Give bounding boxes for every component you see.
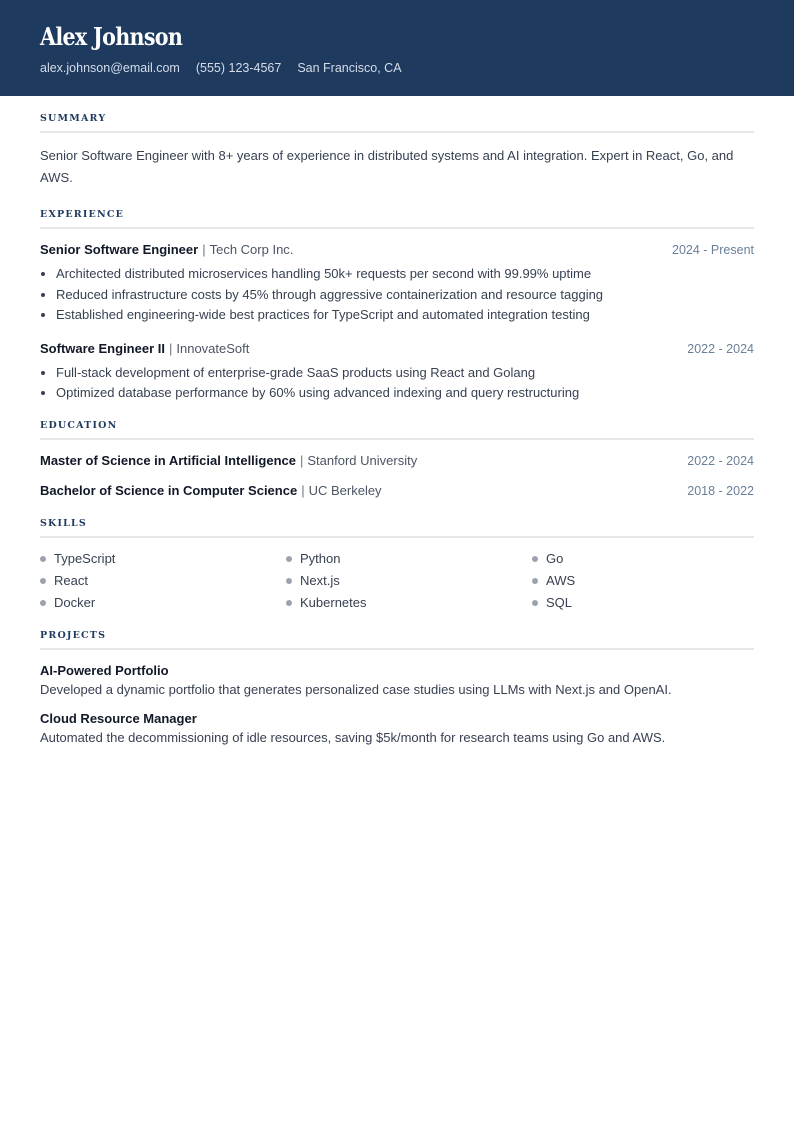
skill-item [532, 550, 754, 568]
resume-body [0, 113, 794, 748]
school: UC Berkeley [308, 482, 382, 498]
section-title-skills: SKILLS [40, 518, 754, 538]
skill-label: TypeScript [54, 550, 116, 566]
skill-item [532, 572, 754, 590]
bullet-dot-icon [40, 556, 46, 562]
education-dates: 2022 - 2024 [687, 453, 754, 468]
separator: | [202, 242, 206, 257]
skill-label: Python [300, 550, 341, 566]
job-header [40, 241, 754, 259]
job-company: InnovateSoft [176, 340, 250, 356]
skill-label: React [54, 572, 88, 588]
resume-header [0, 0, 794, 96]
bullet-dot-icon [286, 556, 292, 562]
separator: | [301, 482, 305, 498]
education-entry [40, 482, 754, 500]
job-role: Senior Software Engineer [40, 242, 199, 257]
skill-item [40, 594, 286, 612]
separator: | [299, 452, 304, 468]
skill-label: Next.js [300, 572, 340, 588]
job-bullets [40, 264, 754, 326]
education-section [40, 420, 754, 500]
bullet-dot-icon [532, 600, 538, 606]
education-dates: 2018 - 2022 [687, 483, 754, 498]
job-entry [40, 241, 754, 326]
skills-grid [40, 550, 754, 612]
bullet-dot-icon [286, 578, 292, 584]
project-name: Cloud Resource Manager [40, 710, 197, 726]
bullet-dot-icon [40, 600, 46, 606]
project-description: Developed a dynamic portfolio that generates personalized case studies using LLMs with Next.js and OpenAI. [40, 681, 672, 697]
section-title-education: EDUCATION [40, 420, 754, 440]
job-dates: 2024 - Present [672, 243, 754, 257]
experience-section [40, 209, 754, 404]
bullet-dot-icon [532, 578, 538, 584]
degree: Master of Science in Artificial Intelligence [40, 452, 296, 468]
job-bullet: • Architected distributed microservices handling 50k+ requests per second with 99.99% uptime [56, 264, 754, 285]
location: San Francisco, CA [297, 61, 402, 75]
bullet-dot-icon [40, 578, 46, 584]
skill-label: SQL [546, 594, 573, 610]
skill-item [40, 572, 286, 590]
skill-item [40, 550, 286, 568]
school: Stanford University [307, 452, 418, 468]
bullet-dot-icon [286, 600, 292, 606]
job-bullets [40, 363, 754, 404]
phone-number: (555) 123-4567 [195, 61, 282, 75]
skill-item [286, 572, 532, 590]
job-dates: 2022 - 2024 [687, 341, 754, 356]
contact-info [40, 60, 754, 76]
email-link[interactable]: alex.johnson@email.com [40, 61, 180, 75]
separator: | [168, 340, 173, 356]
projects-section [40, 630, 754, 748]
skill-item [532, 594, 754, 612]
section-title-projects: PROJECTS [40, 630, 754, 650]
section-title-summary: SUMMARY [40, 113, 754, 133]
section-title-experience: EXPERIENCE [40, 209, 754, 229]
summary-text: Senior Software Engineer with 8+ years of experience in distributed systems and AI integration. Expert in React, Go, and AWS. [40, 148, 734, 185]
job-bullet: • Established engineering-wide best practices for TypeScript and automated integration testing [56, 305, 754, 326]
skill-label: AWS [546, 572, 576, 588]
summary-section [40, 113, 754, 189]
degree: Bachelor of Science in Computer Science [40, 482, 298, 498]
skill-item [286, 550, 532, 568]
skill-label: Kubernetes [300, 594, 367, 610]
job-entry [40, 340, 754, 404]
project-description: Automated the decommissioning of idle resources, saving $5k/month for research teams using Go and AWS. [40, 729, 666, 745]
job-role: Software Engineer II [40, 340, 165, 356]
job-bullet: • Reduced infrastructure costs by 45% through aggressive containerization and resource tagging [56, 285, 754, 306]
skills-section [40, 518, 754, 612]
project-entry [40, 710, 754, 748]
project-entry [40, 662, 754, 700]
project-name: AI-Powered Portfolio [40, 662, 169, 678]
skill-label: Docker [54, 594, 96, 610]
skill-item [286, 594, 532, 612]
bullet-dot-icon [532, 556, 538, 562]
job-bullet: • Optimized database performance by 60% using advanced indexing and query restructuring [56, 383, 754, 404]
candidate-name: Alex Johnson [40, 22, 183, 51]
skill-label: Go [546, 550, 564, 566]
education-entry [40, 452, 754, 470]
job-header [40, 340, 754, 358]
job-company: Tech Corp Inc. [209, 242, 294, 257]
job-bullet: • Full-stack development of enterprise-grade SaaS products using React and Golang [56, 363, 754, 384]
